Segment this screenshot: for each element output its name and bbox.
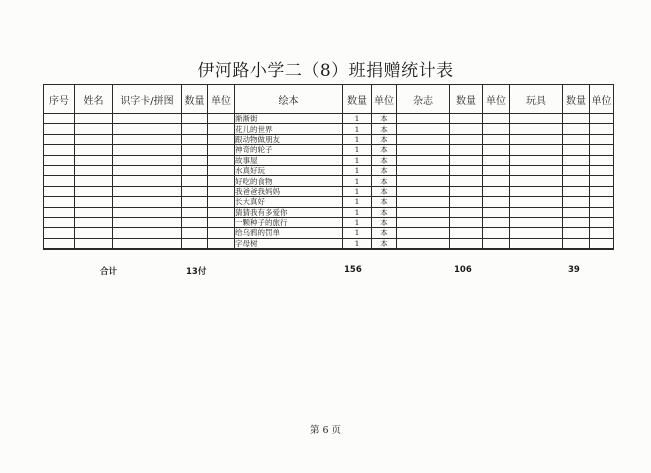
book-title-cell: 一颗种子的旅行 [235, 217, 343, 227]
empty-cell [208, 124, 235, 134]
empty-cell [182, 238, 208, 249]
empty-cell [483, 207, 510, 217]
empty-cell [113, 114, 182, 124]
table-row [44, 207, 614, 217]
book-title-cell: 跟动物做朋友 [235, 134, 343, 144]
empty-cell [182, 207, 208, 217]
empty-cell [113, 207, 182, 217]
empty-cell [75, 217, 113, 227]
book-unit-cell: 本 [372, 145, 397, 155]
book-unit-cell: 本 [372, 155, 397, 165]
book-qty-cell: 1 [343, 207, 372, 217]
empty-cell [44, 207, 75, 217]
book-unit-cell: 本 [372, 186, 397, 196]
empty-cell [182, 155, 208, 165]
empty-cell [590, 114, 614, 124]
empty-cell [44, 186, 75, 196]
empty-cell [182, 124, 208, 134]
empty-cell [563, 134, 590, 144]
empty-cell [182, 217, 208, 227]
empty-cell [397, 217, 450, 227]
totals-row [0, 265, 651, 279]
empty-cell [397, 165, 450, 175]
empty-cell [208, 155, 235, 165]
empty-cell [563, 124, 590, 134]
col-header-toys: 玩具 [510, 85, 563, 114]
empty-cell [44, 217, 75, 227]
col-header-index: 序号 [44, 85, 75, 114]
empty-cell [563, 238, 590, 249]
col-header-magazines-unit: 单位 [483, 85, 510, 114]
empty-cell [450, 165, 483, 175]
empty-cell [450, 207, 483, 217]
empty-cell [510, 155, 563, 165]
book-unit-cell: 本 [372, 176, 397, 186]
empty-cell [563, 145, 590, 155]
book-unit-cell: 本 [372, 114, 397, 124]
col-header-cards-qty: 数量 [182, 85, 208, 114]
empty-cell [113, 155, 182, 165]
empty-cell [44, 124, 75, 134]
empty-cell [563, 176, 590, 186]
empty-cell [397, 238, 450, 249]
book-qty-cell: 1 [343, 165, 372, 175]
empty-cell [510, 238, 563, 249]
col-header-toys-unit: 单位 [590, 85, 614, 114]
empty-cell [113, 134, 182, 144]
donation-table [43, 84, 614, 250]
empty-cell [208, 228, 235, 238]
empty-cell [397, 145, 450, 155]
empty-cell [510, 197, 563, 207]
empty-cell [590, 197, 614, 207]
empty-cell [450, 217, 483, 227]
book-unit-cell: 本 [372, 134, 397, 144]
empty-cell [182, 176, 208, 186]
book-qty-cell: 1 [343, 145, 372, 155]
col-header-books-unit: 单位 [372, 85, 397, 114]
book-title-cell: 好吃的食物 [235, 176, 343, 186]
empty-cell [44, 228, 75, 238]
empty-cell [75, 207, 113, 217]
empty-cell [113, 165, 182, 175]
empty-cell [75, 186, 113, 196]
empty-cell [113, 124, 182, 134]
empty-cell [590, 238, 614, 249]
empty-cell [182, 145, 208, 155]
empty-cell [590, 217, 614, 227]
empty-cell [44, 134, 75, 144]
empty-cell [450, 134, 483, 144]
empty-cell [44, 145, 75, 155]
page-title: 伊河路小学二（8）班捐赠统计表 [197, 61, 454, 81]
empty-cell [208, 197, 235, 207]
empty-cell [483, 155, 510, 165]
book-title-cell: 渐渐街 [235, 114, 343, 124]
empty-cell [75, 114, 113, 124]
empty-cell [450, 145, 483, 155]
empty-cell [510, 186, 563, 196]
empty-cell [510, 134, 563, 144]
empty-cell [483, 134, 510, 144]
empty-cell [510, 124, 563, 134]
empty-cell [450, 114, 483, 124]
empty-cell [208, 114, 235, 124]
book-title-cell: 长大真好 [235, 197, 343, 207]
empty-cell [208, 145, 235, 155]
book-qty-cell: 1 [343, 228, 372, 238]
book-unit-cell: 本 [372, 197, 397, 207]
empty-cell [563, 165, 590, 175]
empty-cell [483, 228, 510, 238]
empty-cell [44, 197, 75, 207]
table-row [44, 238, 614, 249]
totals-label: 合计 [100, 267, 118, 277]
empty-cell [483, 217, 510, 227]
empty-cell [590, 124, 614, 134]
col-header-magazines: 杂志 [397, 85, 450, 114]
table-row [44, 197, 614, 207]
empty-cell [75, 165, 113, 175]
empty-cell [590, 134, 614, 144]
empty-cell [397, 124, 450, 134]
empty-cell [563, 186, 590, 196]
table-row [44, 186, 614, 196]
table-body [44, 114, 614, 250]
empty-cell [44, 238, 75, 249]
book-unit-cell: 本 [372, 228, 397, 238]
empty-cell [75, 134, 113, 144]
book-qty-cell: 1 [343, 124, 372, 134]
empty-cell [44, 165, 75, 175]
empty-cell [182, 228, 208, 238]
book-title-cell: 水真好玩 [235, 165, 343, 175]
book-unit-cell: 本 [372, 217, 397, 227]
empty-cell [590, 155, 614, 165]
empty-cell [182, 186, 208, 196]
book-unit-cell: 本 [372, 238, 397, 249]
empty-cell [75, 197, 113, 207]
empty-cell [75, 238, 113, 249]
book-qty-cell: 1 [343, 155, 372, 165]
empty-cell [113, 197, 182, 207]
book-qty-cell: 1 [343, 134, 372, 144]
empty-cell [397, 197, 450, 207]
empty-cell [483, 124, 510, 134]
table-row [44, 217, 614, 227]
empty-cell [208, 186, 235, 196]
book-qty-cell: 1 [343, 114, 372, 124]
empty-cell [208, 134, 235, 144]
book-title-cell: 给乌鸦的罚单 [235, 228, 343, 238]
empty-cell [208, 176, 235, 186]
empty-cell [113, 238, 182, 249]
table-row [44, 228, 614, 238]
book-title-cell: 我爸爸我妈妈 [235, 186, 343, 196]
empty-cell [397, 114, 450, 124]
book-unit-cell: 本 [372, 207, 397, 217]
table-row [44, 165, 614, 175]
empty-cell [208, 217, 235, 227]
empty-cell [113, 186, 182, 196]
empty-cell [75, 176, 113, 186]
book-unit-cell: 本 [372, 165, 397, 175]
book-qty-cell: 1 [343, 186, 372, 196]
empty-cell [75, 124, 113, 134]
table-row [44, 114, 614, 124]
empty-cell [182, 165, 208, 175]
col-header-name: 姓名 [75, 85, 113, 114]
totals-cards: 13付 [186, 267, 207, 277]
empty-cell [510, 114, 563, 124]
empty-cell [563, 228, 590, 238]
book-title-cell: 故事屋 [235, 155, 343, 165]
empty-cell [563, 114, 590, 124]
empty-cell [113, 145, 182, 155]
empty-cell [483, 186, 510, 196]
empty-cell [44, 114, 75, 124]
empty-cell [563, 197, 590, 207]
empty-cell [590, 176, 614, 186]
empty-cell [208, 238, 235, 249]
book-title-cell: 字母树 [235, 238, 343, 249]
col-header-magazines-qty: 数量 [450, 85, 483, 114]
book-title-cell: 神奇的轮子 [235, 145, 343, 155]
empty-cell [590, 207, 614, 217]
book-qty-cell: 1 [343, 176, 372, 186]
totals-toys: 39 [568, 265, 580, 275]
empty-cell [450, 176, 483, 186]
empty-cell [510, 176, 563, 186]
empty-cell [483, 165, 510, 175]
totals-books: 156 [344, 265, 362, 275]
col-header-books-qty: 数量 [343, 85, 372, 114]
table-row [44, 176, 614, 186]
empty-cell [44, 155, 75, 165]
empty-cell [182, 114, 208, 124]
empty-cell [563, 217, 590, 227]
empty-cell [590, 145, 614, 155]
empty-cell [397, 134, 450, 144]
empty-cell [75, 228, 113, 238]
table-row [44, 145, 614, 155]
book-title-cell: 猜猜我有多爱你 [235, 207, 343, 217]
empty-cell [590, 186, 614, 196]
table-row [44, 134, 614, 144]
empty-cell [450, 186, 483, 196]
empty-cell [510, 145, 563, 155]
empty-cell [397, 207, 450, 217]
empty-cell [483, 145, 510, 155]
empty-cell [483, 197, 510, 207]
empty-cell [208, 165, 235, 175]
empty-cell [590, 228, 614, 238]
empty-cell [483, 238, 510, 249]
empty-cell [397, 228, 450, 238]
empty-cell [397, 186, 450, 196]
col-header-cards: 识字卡/拼图 [113, 85, 182, 114]
empty-cell [208, 207, 235, 217]
empty-cell [182, 197, 208, 207]
empty-cell [397, 155, 450, 165]
empty-cell [397, 176, 450, 186]
empty-cell [450, 155, 483, 165]
empty-cell [563, 155, 590, 165]
empty-cell [563, 207, 590, 217]
empty-cell [483, 176, 510, 186]
empty-cell [182, 134, 208, 144]
book-title-cell: 花儿的世界 [235, 124, 343, 134]
empty-cell [510, 207, 563, 217]
table-row [44, 124, 614, 134]
empty-cell [510, 165, 563, 175]
empty-cell [44, 176, 75, 186]
empty-cell [113, 228, 182, 238]
table-row [44, 155, 614, 165]
empty-cell [450, 228, 483, 238]
empty-cell [450, 124, 483, 134]
empty-cell [510, 228, 563, 238]
col-header-books: 绘本 [235, 85, 343, 114]
empty-cell [75, 145, 113, 155]
empty-cell [510, 217, 563, 227]
empty-cell [113, 217, 182, 227]
col-header-toys-qty: 数量 [563, 85, 590, 114]
empty-cell [113, 176, 182, 186]
totals-magazines: 106 [454, 265, 472, 275]
header-row [44, 85, 614, 114]
empty-cell [75, 155, 113, 165]
empty-cell [483, 114, 510, 124]
empty-cell [450, 238, 483, 249]
page-number: 第 6 页 [309, 425, 342, 436]
col-header-cards-unit: 单位 [208, 85, 235, 114]
book-qty-cell: 1 [343, 238, 372, 249]
empty-cell [590, 165, 614, 175]
book-qty-cell: 1 [343, 197, 372, 207]
empty-cell [450, 197, 483, 207]
book-unit-cell: 本 [372, 124, 397, 134]
book-qty-cell: 1 [343, 217, 372, 227]
